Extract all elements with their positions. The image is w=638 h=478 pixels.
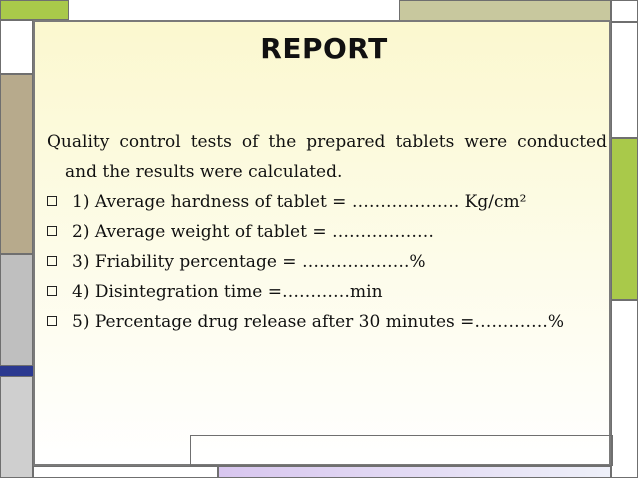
slide-title: REPORT — [260, 32, 388, 65]
list-item — [47, 307, 607, 337]
hollow-square-icon — [47, 196, 57, 206]
intro-paragraph: Quality control tests of the prepared tablets were conducted and the results were calculated. — [47, 132, 607, 182]
list-item — [47, 277, 607, 307]
decorative-block-green-top — [0, 0, 69, 20]
hollow-square-icon — [47, 256, 57, 266]
hollow-square-icon — [47, 286, 57, 296]
decorative-block-right-top — [611, 0, 638, 22]
decorative-block-blue-left — [0, 366, 33, 376]
decorative-block-left-white — [0, 20, 33, 74]
list-item — [47, 217, 607, 247]
decorative-block-green-right — [611, 138, 638, 300]
decorative-block-gray-left-lower — [0, 376, 33, 478]
decorative-block-bottom-white — [33, 466, 218, 478]
hollow-square-icon — [47, 316, 57, 326]
list-item-label: 2) Average weight of tablet = ……………… — [72, 222, 434, 242]
decorative-inner-frame — [190, 435, 613, 466]
list-item — [47, 247, 607, 277]
list-item-label: 1) Average hardness of tablet = ………………. Kg/cm² — [72, 192, 527, 212]
slide-body — [47, 127, 607, 337]
decorative-block-bottom-lavender — [218, 466, 611, 478]
list-item — [47, 187, 607, 217]
decorative-block-right-white — [611, 22, 638, 138]
list-item-label: 5) Percentage drug release after 30 minutes =………….% — [72, 312, 564, 332]
decorative-block-tan-left — [0, 74, 33, 254]
decorative-block-gray-left — [0, 254, 33, 366]
list-item-label: 4) Disintegration time =…………min — [72, 282, 383, 302]
hollow-square-icon — [47, 226, 57, 236]
decorative-block-right-white-lower — [611, 300, 638, 478]
list-item-label: 3) Friability percentage = ……………….% — [72, 252, 426, 272]
